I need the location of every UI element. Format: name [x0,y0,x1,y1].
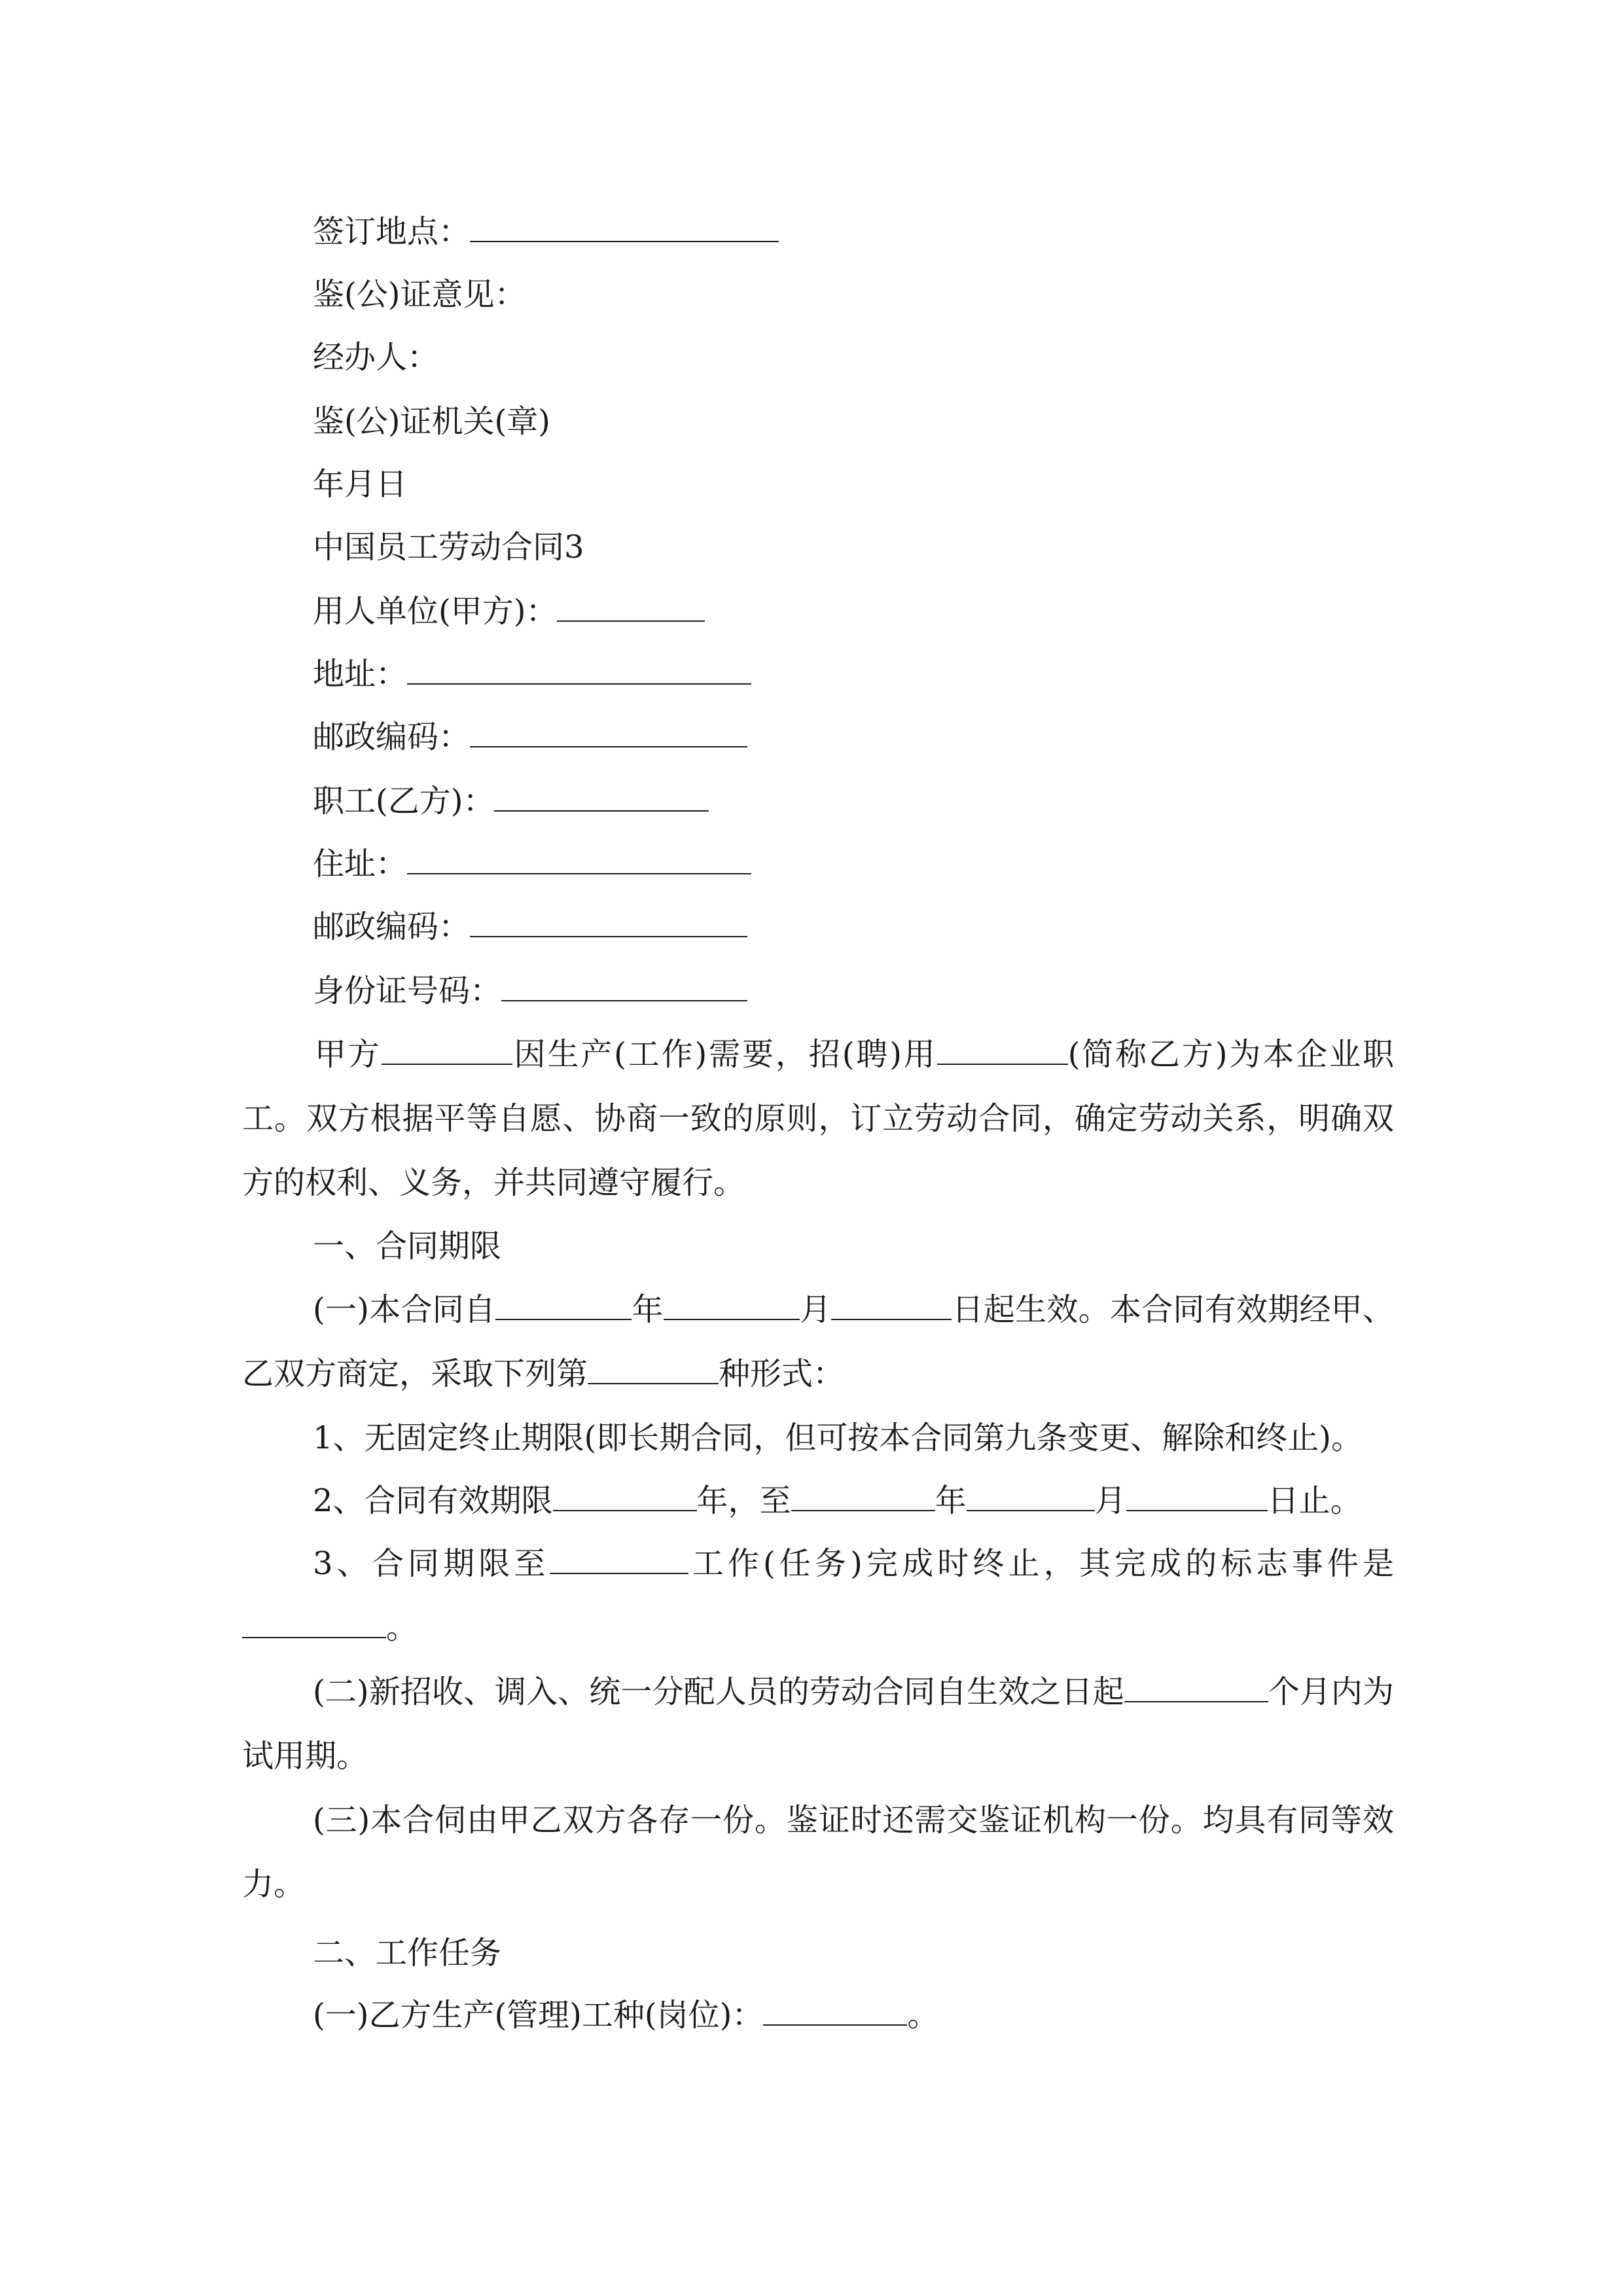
party-b-blank[interactable] [937,1037,1068,1065]
start-day-blank[interactable] [831,1293,952,1320]
section1-item2: (二)新招收、调入、统一分配人员的劳动合同自生效之日起 个月内为试用期。 [242,1674,1394,1774]
section1-item1: (一)本合同自 年 月 日起生效。本合同有效期经甲、乙双方商定，采取下列第 种形式： [242,1291,1394,1392]
section1-option2: 2、合同有效期限 年，至 年 月 日止。 [313,1482,1362,1519]
start-month-blank[interactable] [664,1293,800,1320]
field-residence: 住址： [313,844,751,884]
field-employee: 职工(乙方)： [313,781,709,821]
employer-blank[interactable] [557,594,705,622]
field-notary-office-seal: 鉴(公)证机关(章) [313,403,550,440]
section1-option3: 3、合同期限至 工作(任务)完成时终止，其完成的标志事件是。 [242,1532,1394,1660]
end-day-blank[interactable] [1126,1484,1268,1511]
section1-title: 一、合同期限 [313,1228,502,1265]
probation-months-blank[interactable] [1124,1675,1268,1702]
field-postcode-employee: 邮政编码： [313,907,747,946]
start-year-blank[interactable] [495,1293,632,1320]
field-postcode-employer: 邮政编码： [313,717,747,757]
residence-blank[interactable] [407,847,751,874]
id-number-blank[interactable] [501,974,747,1001]
form-choice-blank[interactable] [588,1357,719,1384]
signing-place-blank[interactable] [470,215,779,242]
party-a-blank[interactable] [382,1037,512,1065]
postcode-employee-blank[interactable] [470,910,747,937]
term-years-blank[interactable] [553,1484,697,1511]
field-address: 地址： [313,655,751,694]
field-id-number: 身份证号码： [313,971,747,1011]
field-notary-opinion: 鉴(公)证意见： [313,276,526,313]
end-year-blank[interactable] [791,1484,935,1511]
address-blank[interactable] [407,657,751,685]
field-handler: 经办人： [313,339,439,376]
intro-paragraph: 甲方 因生产(工作)需要，招(聘)用 (简称乙方)为本企业职工。双方根据平等自愿、协商一致的原则，订立劳动合同，确定劳动关系，明确双方的权利、义务，并共同遵守履行。 [242,1036,1394,1201]
postcode-employer-blank[interactable] [470,720,747,747]
field-employer: 用人单位(甲方)： [313,592,705,631]
section2-item1: (一)乙方生产(管理)工种(岗位)： 。 [313,1997,939,2034]
task-blank[interactable] [550,1547,688,1574]
end-month-blank[interactable] [967,1484,1095,1511]
section1-item3: (三)本合伺由甲乙双方各存一份。鉴证时还需交鉴证机构一份。均具有同等效力。 [242,1802,1394,1903]
job-type-blank[interactable] [763,1998,907,2026]
field-date: 年月日 [313,466,408,503]
section2-title: 二、工作任务 [313,1935,502,1971]
field-signing-place: 签订地点： [313,212,779,251]
section1-option1: 1、无固定终止期限(即长期合同，但可按本合同第九条变更、解除和终止)。 [313,1420,1363,1456]
contract-title: 中国员工劳动合同3 [313,529,584,565]
employee-blank[interactable] [494,784,709,812]
completion-event-blank[interactable] [242,1611,386,1638]
